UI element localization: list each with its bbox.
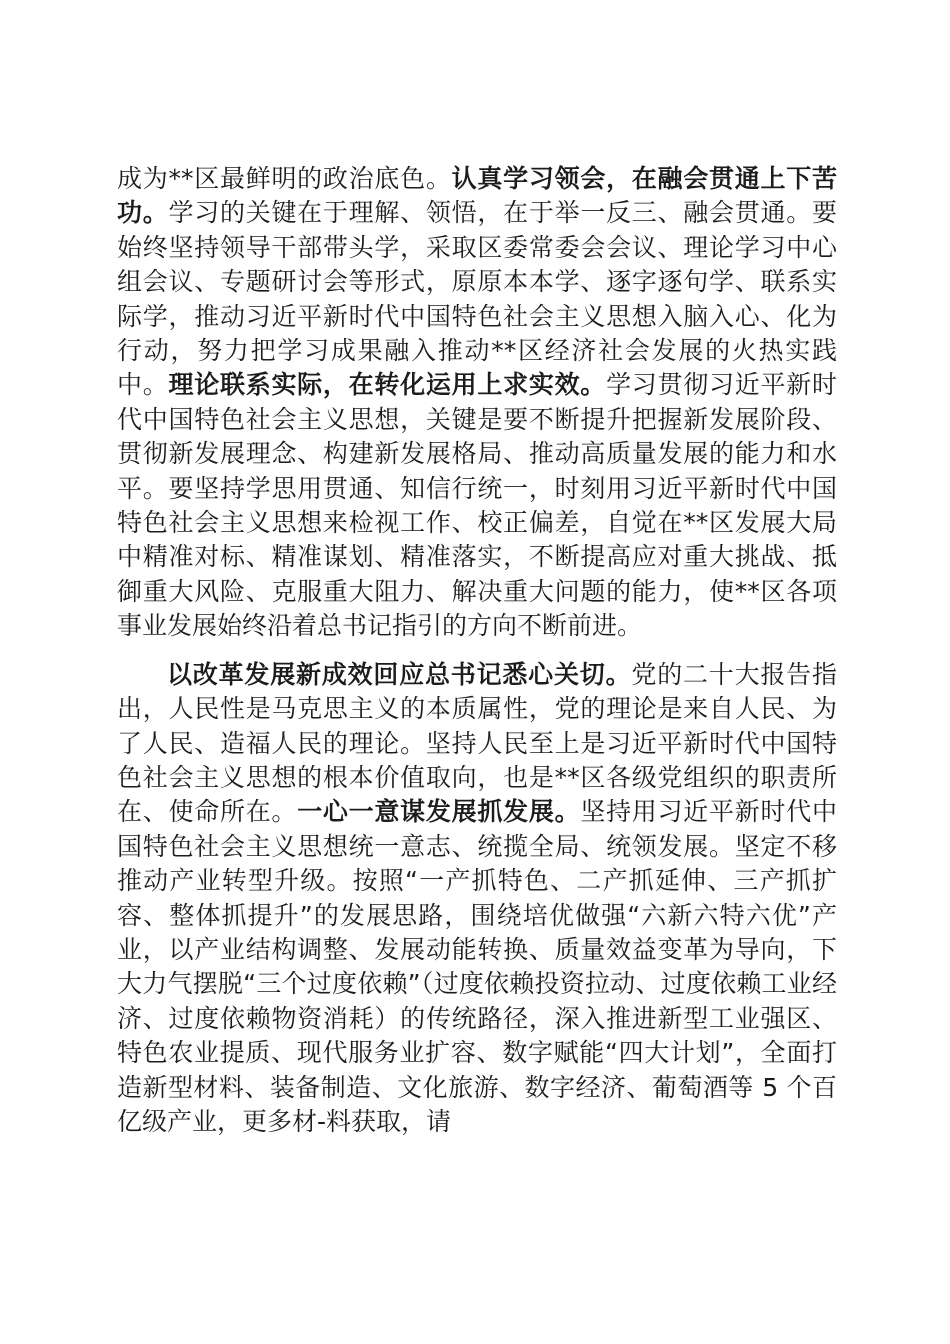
text-run: 学习的关键在于理解、领悟，在于举一反三、融会贯通。要始终坚持领导干部带头学，采取区委常委会会议、理论学习中心组会议、专题研讨会等形式，原原本本学、逐字逐句学、联系实际学，推动习近平新时代中国特色社会主义思想入脑入心、化为行动，努力把学习成果融入推动**区经济社会发展的火热实践中。 bbox=[117, 198, 837, 400]
bold-heading-run: 以改革发展新成效回应总书记悉心关切。 bbox=[167, 659, 632, 689]
text-run: 坚持用习近平新时代中国特色社会主义思想统一意志、统揽全局、统领发展。坚定不移推动产业转型升级。按照“一产抓特色、二产抓延伸、三产抓扩容、整体抓提升”的发展思路，围绕培优做强“六新六特六优”产业，以产业结构调整、发展动能转换、质量效益变革为导向，下大力气摆脱“三个过度依赖”（过度依赖投资拉动、过度依赖工业经济、过度依赖物资消耗）的传统路径，深入推进新型工业强区、特色农业提质、现代服务业扩容、数字赋能“四大计划”，全面打造新型材料、装备制造、文化旅游、数字经济、葡萄酒等 5 个百亿级产业，更多材-料获取，请 bbox=[117, 797, 837, 1136]
document-body bbox=[117, 162, 837, 1139]
paragraph-2 bbox=[117, 658, 837, 1140]
text-run: 党的二十大报告指出，人民性是马克思主义的本质属性，党的理论是来自人民、为了人民、造福人民的理论。坚持人民至上是习近平新时代中国特色社会主义思想的根本价值取向，也是**区各级党组织的职责所在、使命所在。 bbox=[117, 659, 837, 827]
bold-heading-run: 理论联系实际，在转化运用上求实效。 bbox=[168, 370, 607, 400]
bold-heading-run: 一心一意谋发展抓发展。 bbox=[297, 797, 581, 827]
bold-heading-run: 认真学习领会，在融会贯通上下苦功。 bbox=[117, 164, 837, 228]
paragraph-1 bbox=[117, 162, 837, 644]
text-run: 学习贯彻习近平新时代中国特色社会主义思想，关键是要不断提升把握新发展阶段、贯彻新发展理念、构建新发展格局、推动高质量发展的能力和水平。要坚持学思用贯通、知信行统一，时刻用习近平新时代中国特色社会主义思想来检视工作、校正偏差，自觉在**区发展大局中精准对标、精准谋划、精准落实，不断提高应对重大挑战、抵御重大风险、克服重大阻力、解决重大问题的能力，使**区各项事业发展始终沿着总书记指引的方向不断前进。 bbox=[117, 370, 837, 641]
text-run: 成为**区最鲜明的政治底色。 bbox=[117, 164, 452, 193]
